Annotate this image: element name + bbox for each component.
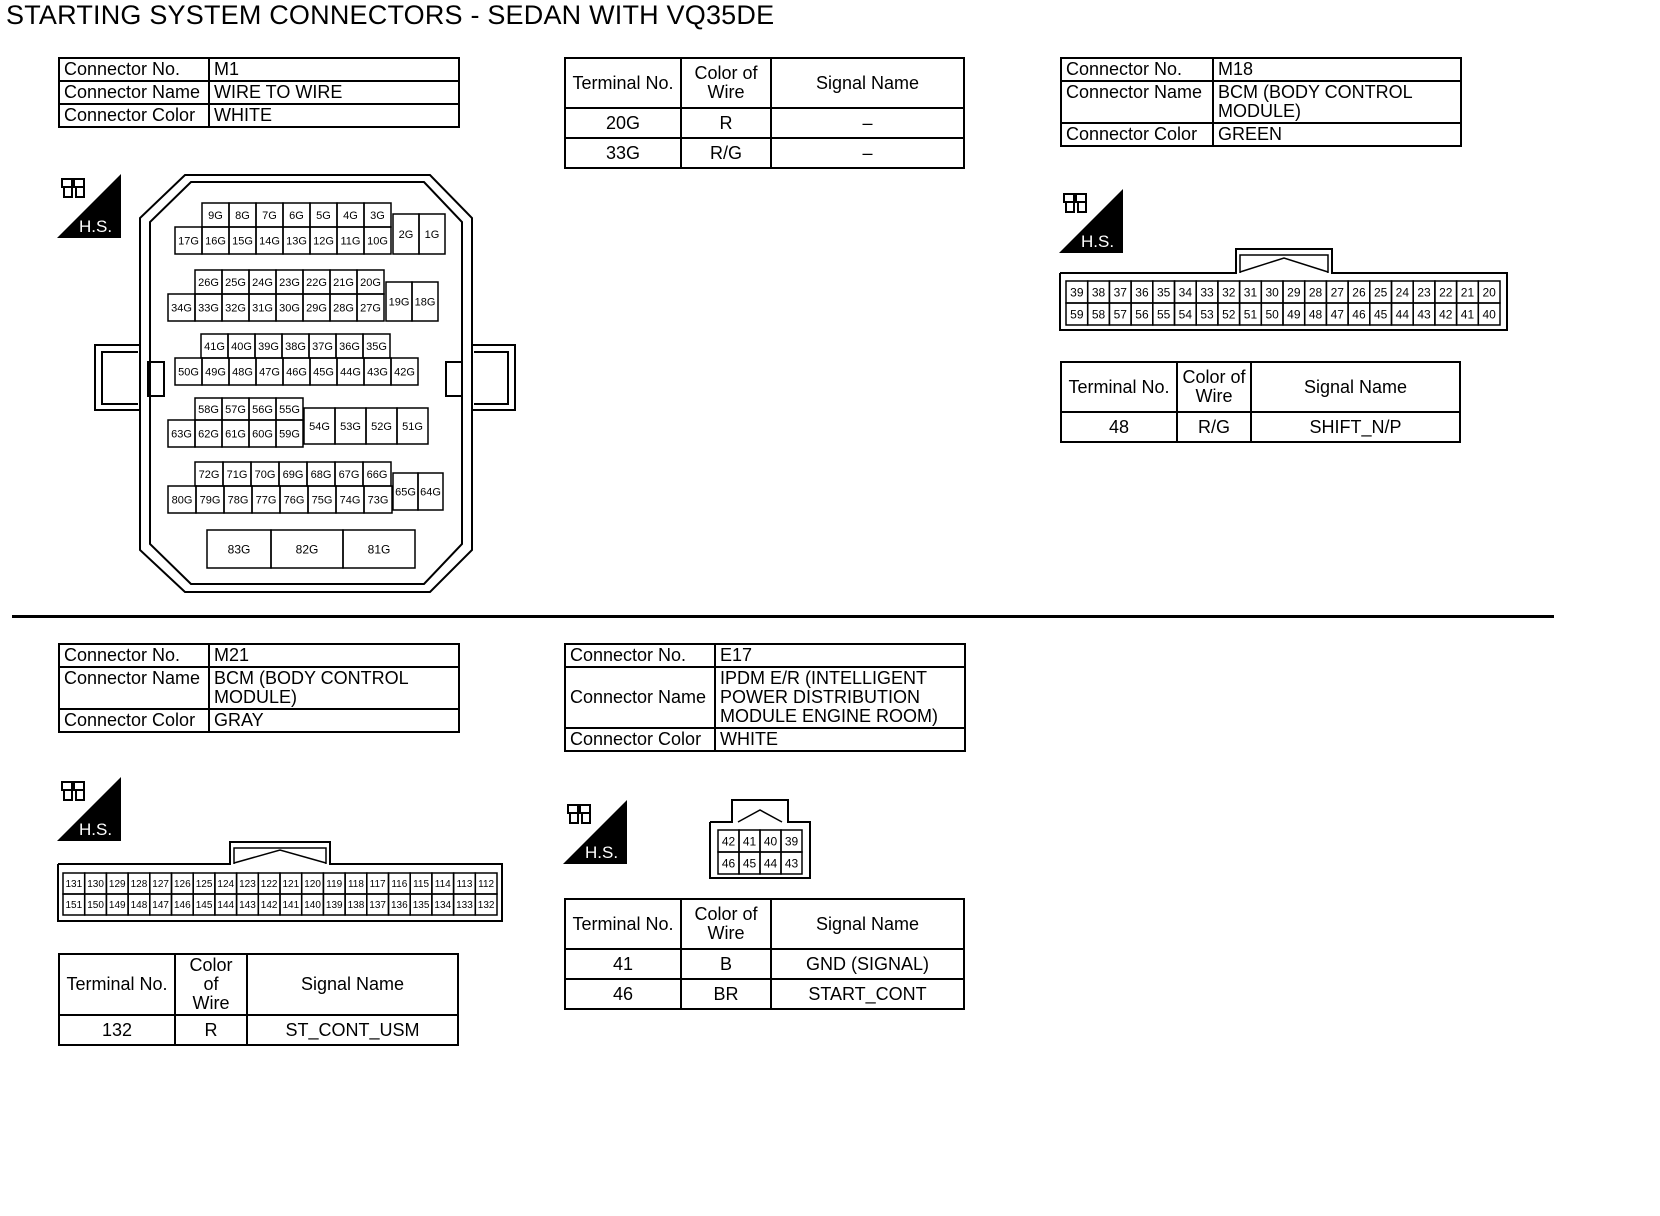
m1-pin-label: 17G — [178, 235, 199, 248]
table-row: 33G R/G – — [565, 138, 964, 168]
m1-pin-label: 51G — [402, 420, 423, 433]
m1-pin-label: 81G — [367, 542, 391, 557]
m21-pin-label: 120 — [304, 879, 321, 891]
m18-pin-label: 55 — [1156, 307, 1171, 322]
m1-pin-label: 2G — [398, 228, 414, 241]
svg-text:H.S.: H.S. — [79, 217, 113, 236]
m1-pin-label: 13G — [286, 235, 307, 248]
m1-pin-label: 68G — [310, 468, 332, 481]
m21-pin-label: 134 — [434, 900, 452, 912]
m1-pin-label: 11G — [340, 235, 361, 248]
m18-pin-label: 50 — [1265, 307, 1279, 322]
m1-pin-label: 73G — [367, 494, 389, 507]
m18-pin-label: 48 — [1308, 307, 1323, 322]
m1-pin-label: 36G — [339, 340, 360, 353]
m1-pin-label: 35G — [366, 340, 387, 353]
m18-pin-label: 35 — [1156, 285, 1171, 300]
m18-connector-info — [1060, 57, 1462, 147]
m1-pin-label: 37G — [312, 340, 333, 353]
label-signal-name: Signal Name — [247, 954, 458, 1015]
svg-text:H.S.: H.S. — [585, 843, 619, 862]
label-connector-color: Connector Color — [565, 728, 715, 751]
label-terminal-no: Terminal No. — [1061, 362, 1177, 412]
e17-pin-label: 41 — [742, 834, 757, 849]
m1-pin-label: 12G — [313, 235, 334, 248]
m18-pin-label: 45 — [1373, 307, 1388, 322]
m18-pin-label: 40 — [1482, 307, 1496, 322]
m21-pin-label: 125 — [195, 879, 213, 891]
m18-pin-label: 27 — [1330, 285, 1344, 300]
m21-pin-label: 122 — [260, 879, 278, 891]
label-connector-no: Connector No. — [59, 58, 209, 81]
m21-pin-label: 130 — [87, 879, 104, 891]
m18-pin-label: 33 — [1200, 285, 1214, 300]
m18-pin-label: 36 — [1135, 285, 1149, 300]
m21-pin-label: 148 — [130, 900, 148, 912]
m1-pin-label: 66G — [366, 468, 388, 481]
table-row: 41 B GND (SIGNAL) — [565, 949, 964, 979]
m1-terminal-table — [564, 57, 965, 169]
m21-pin-label: 147 — [152, 900, 169, 912]
m21-connector-no: M21 — [209, 644, 459, 667]
e17-terminal-table — [564, 898, 965, 1010]
m1-pin-grid — [168, 203, 445, 568]
label-color-of-wire: Color of Wire — [681, 899, 771, 949]
m21-connector-color: GRAY — [209, 709, 459, 732]
m1-pin-label: 77G — [255, 494, 277, 507]
harness-side-icon — [563, 800, 627, 864]
m21-pin-label: 117 — [369, 879, 386, 891]
m18-pin-label: 58 — [1091, 307, 1106, 322]
m1-pin-label: 63G — [171, 428, 192, 441]
m18-pin-label: 47 — [1330, 307, 1344, 322]
m1-pin-label: 74G — [339, 494, 361, 507]
e17-pin-grid — [718, 830, 802, 874]
m1-pin-label: 64G — [420, 486, 441, 499]
m18-pin-label: 59 — [1070, 307, 1084, 322]
m1-pin-label: 6G — [289, 209, 304, 222]
e17-connector-color: WHITE — [715, 728, 965, 751]
m1-pin-label: 25G — [225, 276, 246, 289]
m1-pin-label: 43G — [367, 366, 388, 379]
m18-pin-label: 57 — [1113, 307, 1127, 322]
m21-pin-label: 149 — [108, 900, 126, 912]
m18-pin-label: 44 — [1395, 307, 1410, 322]
m21-pin-label: 146 — [174, 900, 191, 912]
m18-pin-label: 30 — [1265, 285, 1279, 300]
label-connector-name: Connector Name — [59, 667, 209, 709]
label-signal-name: Signal Name — [1251, 362, 1460, 412]
m1-pin-label: 41G — [204, 340, 225, 353]
m1-pin-label: 15G — [232, 235, 253, 248]
m21-pin-label: 112 — [478, 879, 495, 891]
m1-pin-label: 76G — [283, 494, 305, 507]
m18-pin-label: 32 — [1222, 285, 1236, 300]
m21-pin-label: 143 — [239, 900, 256, 912]
m1-pin-label: 27G — [360, 302, 381, 315]
e17-connector-no: E17 — [715, 644, 965, 667]
m1-pin-label: 47G — [259, 366, 280, 379]
m1-pin-label: 14G — [259, 235, 280, 248]
m21-connector-face — [56, 840, 506, 926]
m18-pin-label: 34 — [1178, 285, 1193, 300]
label-signal-name: Signal Name — [771, 58, 964, 108]
m1-pin-label: 54G — [309, 420, 330, 433]
svg-text:H.S.: H.S. — [79, 820, 113, 839]
m18-pin-label: 39 — [1070, 285, 1084, 300]
m1-pin-label: 30G — [279, 302, 300, 315]
e17-connector-info — [564, 643, 966, 752]
m18-pin-label: 21 — [1460, 285, 1475, 300]
m18-pin-label: 20 — [1482, 285, 1496, 300]
label-connector-name: Connector Name — [565, 667, 715, 728]
m1-pin-label: 44G — [340, 366, 361, 379]
m1-connector-face — [90, 170, 520, 598]
label-connector-name: Connector Name — [1061, 81, 1213, 123]
m18-connector-name: BCM (BODY CONTROL MODULE) — [1213, 81, 1461, 123]
m1-pin-label: 24G — [252, 276, 273, 289]
e17-pin-label: 43 — [784, 856, 799, 871]
m18-pin-label: 24 — [1395, 285, 1410, 300]
e17-pin-label: 46 — [721, 856, 736, 871]
m21-pin-label: 140 — [304, 900, 321, 912]
label-connector-name: Connector Name — [59, 81, 209, 104]
m21-pin-label: 133 — [456, 900, 473, 912]
m21-pin-label: 114 — [434, 879, 451, 891]
m21-pin-label: 136 — [391, 900, 408, 912]
m1-pin-label: 18G — [414, 296, 436, 309]
m1-pin-label: 34G — [171, 302, 192, 315]
label-connector-no: Connector No. — [59, 644, 209, 667]
m21-pin-label: 124 — [217, 879, 235, 891]
m18-pin-label: 22 — [1439, 285, 1453, 300]
m1-pin-label: 62G — [198, 428, 219, 441]
table-row: 46 BR START_CONT — [565, 979, 964, 1009]
m1-pin-label: 3G — [370, 209, 385, 222]
m1-pin-label: 20G — [360, 276, 381, 289]
m18-pin-label: 54 — [1178, 307, 1193, 322]
m21-pin-label: 128 — [130, 879, 148, 891]
m1-pin-label: 53G — [340, 420, 361, 433]
m18-pin-label: 46 — [1352, 307, 1366, 322]
m21-pin-label: 118 — [347, 879, 364, 891]
m21-pin-label: 129 — [108, 879, 126, 891]
label-signal-name: Signal Name — [771, 899, 964, 949]
m21-pin-label: 132 — [477, 900, 495, 912]
m1-pin-label: 82G — [295, 542, 319, 557]
m18-pin-label: 29 — [1287, 285, 1301, 300]
m1-pin-label: 7G — [262, 209, 277, 222]
m21-pin-label: 144 — [217, 900, 235, 912]
harness-side-icon — [1059, 189, 1123, 253]
table-row: 132 R ST_CONT_USM — [59, 1015, 458, 1045]
m1-pin-label: 56G — [252, 403, 273, 416]
m21-pin-label: 145 — [195, 900, 213, 912]
m21-pin-label: 139 — [325, 900, 343, 912]
m1-pin-label: 38G — [285, 340, 306, 353]
m21-pin-label: 116 — [391, 879, 408, 891]
m21-pin-label: 126 — [174, 879, 191, 891]
m18-connector-face — [1058, 246, 1510, 336]
harness-side-icon — [57, 777, 121, 841]
label-terminal-no: Terminal No. — [565, 899, 681, 949]
m1-pin-label: 67G — [338, 468, 360, 481]
m21-pin-label: 119 — [326, 879, 343, 891]
m18-terminal-table — [1060, 361, 1461, 443]
m1-pin-label: 58G — [198, 403, 219, 416]
m1-pin-label: 19G — [388, 296, 410, 309]
m1-pin-label: 78G — [227, 494, 249, 507]
m21-pin-label: 135 — [412, 900, 430, 912]
e17-pin-label: 42 — [721, 834, 736, 849]
m18-pin-label: 51 — [1243, 307, 1258, 322]
m21-pin-label: 138 — [347, 900, 365, 912]
m1-pin-label: 42G — [394, 366, 415, 379]
m18-pin-label: 23 — [1417, 285, 1431, 300]
label-connector-no: Connector No. — [565, 644, 715, 667]
table-row: 20G R – — [565, 108, 964, 138]
m1-pin-label: 8G — [235, 209, 250, 222]
m1-pin-label: 5G — [316, 209, 331, 222]
m21-terminal-table — [58, 953, 459, 1046]
m1-connector-name: WIRE TO WIRE — [209, 81, 459, 104]
m1-pin-label: 45G — [313, 366, 334, 379]
m18-pin-label: 52 — [1222, 307, 1236, 322]
m1-pin-label: 50G — [178, 366, 199, 379]
m1-pin-label: 9G — [208, 209, 223, 222]
m1-pin-label: 31G — [252, 302, 273, 315]
m21-pin-label: 142 — [260, 900, 278, 912]
table-row: 48 R/G SHIFT_N/P — [1061, 412, 1460, 442]
m18-pin-label: 25 — [1373, 285, 1388, 300]
m1-pin-label: 61G — [225, 428, 246, 441]
m18-connector-no: M18 — [1213, 58, 1461, 81]
m1-pin-label: 21G — [333, 276, 354, 289]
label-terminal-no: Terminal No. — [565, 58, 681, 108]
m18-pin-label: 26 — [1352, 285, 1366, 300]
m1-pin-label: 79G — [199, 494, 221, 507]
m1-pin-label: 52G — [371, 420, 392, 433]
m1-pin-label: 60G — [252, 428, 273, 441]
m1-pin-label: 49G — [205, 366, 226, 379]
e17-pin-label: 39 — [784, 834, 799, 849]
m18-connector-color: GREEN — [1213, 123, 1461, 146]
svg-text:H.S.: H.S. — [1081, 232, 1115, 251]
label-connector-color: Connector Color — [59, 709, 209, 732]
m1-pin-label: 83G — [227, 542, 251, 557]
m18-pin-label: 56 — [1135, 307, 1149, 322]
m18-pin-label: 37 — [1113, 285, 1127, 300]
m1-pin-label: 1G — [424, 228, 440, 241]
m1-pin-label: 29G — [306, 302, 327, 315]
m21-pin-label: 151 — [65, 900, 83, 912]
m1-pin-label: 55G — [279, 403, 300, 416]
m18-pin-label: 28 — [1308, 285, 1323, 300]
m1-pin-label: 59G — [279, 428, 300, 441]
label-connector-no: Connector No. — [1061, 58, 1213, 81]
m21-pin-label: 123 — [239, 879, 256, 891]
m21-pin-label: 141 — [282, 900, 300, 912]
m1-pin-label: 46G — [286, 366, 307, 379]
m1-pin-label: 4G — [343, 209, 358, 222]
m21-pin-label: 137 — [369, 900, 386, 912]
label-connector-color: Connector Color — [1061, 123, 1213, 146]
m18-pin-label: 41 — [1460, 307, 1475, 322]
m1-connector-no: M1 — [209, 58, 459, 81]
m18-pin-label: 43 — [1417, 307, 1431, 322]
m21-pin-label: 127 — [152, 879, 169, 891]
m18-pin-label: 31 — [1243, 285, 1258, 300]
m21-pin-label: 150 — [87, 900, 104, 912]
label-color-of-wire: Color of Wire — [1177, 362, 1251, 412]
m1-pin-label: 32G — [225, 302, 246, 315]
m21-pin-label: 121 — [282, 879, 300, 891]
page-title: STARTING SYSTEM CONNECTORS - SEDAN WITH VQ35DE — [6, 0, 775, 30]
m18-pin-grid — [1066, 281, 1500, 325]
m1-pin-label: 26G — [198, 276, 219, 289]
e17-connector-name: IPDM E/R (INTELLIGENT POWER DISTRIBUTION MODULE ENGINE ROOM) — [715, 667, 965, 728]
m18-pin-label: 53 — [1200, 307, 1214, 322]
m21-connector-name: BCM (BODY CONTROL MODULE) — [209, 667, 459, 709]
m1-pin-label: 70G — [254, 468, 276, 481]
label-terminal-no: Terminal No. — [59, 954, 175, 1015]
m1-pin-label: 80G — [171, 494, 193, 507]
m21-pin-label: 113 — [456, 879, 473, 891]
m1-connector-color: WHITE — [209, 104, 459, 127]
label-color-of-wire: Color of Wire — [681, 58, 771, 108]
e17-connector-face — [708, 798, 814, 882]
m1-pin-label: 71G — [226, 468, 248, 481]
m18-pin-label: 42 — [1439, 307, 1453, 322]
m1-pin-label: 69G — [282, 468, 304, 481]
m1-pin-label: 65G — [395, 486, 416, 499]
label-color-of-wire: Color of Wire — [175, 954, 247, 1015]
m1-connector-info — [58, 57, 460, 128]
m1-pin-label: 75G — [311, 494, 333, 507]
e17-pin-label: 44 — [763, 856, 778, 871]
m18-pin-label: 38 — [1091, 285, 1106, 300]
m1-pin-label: 57G — [225, 403, 246, 416]
section-divider — [12, 615, 1554, 618]
e17-pin-label: 45 — [742, 856, 757, 871]
m21-connector-info — [58, 643, 460, 733]
m1-pin-label: 16G — [205, 235, 226, 248]
m1-pin-label: 72G — [198, 468, 220, 481]
m1-pin-label: 22G — [306, 276, 327, 289]
e17-pin-label: 40 — [763, 834, 778, 849]
m1-pin-label: 48G — [232, 366, 253, 379]
m1-pin-label: 28G — [333, 302, 354, 315]
m1-pin-label: 33G — [198, 302, 219, 315]
m21-pin-grid — [63, 873, 497, 915]
m21-pin-label: 115 — [413, 879, 430, 891]
m18-pin-label: 49 — [1287, 307, 1301, 322]
m1-pin-label: 39G — [258, 340, 279, 353]
m1-pin-label: 40G — [231, 340, 252, 353]
m1-pin-label: 10G — [367, 235, 388, 248]
label-connector-color: Connector Color — [59, 104, 209, 127]
m21-pin-label: 131 — [65, 879, 83, 891]
m1-pin-label: 23G — [279, 276, 300, 289]
